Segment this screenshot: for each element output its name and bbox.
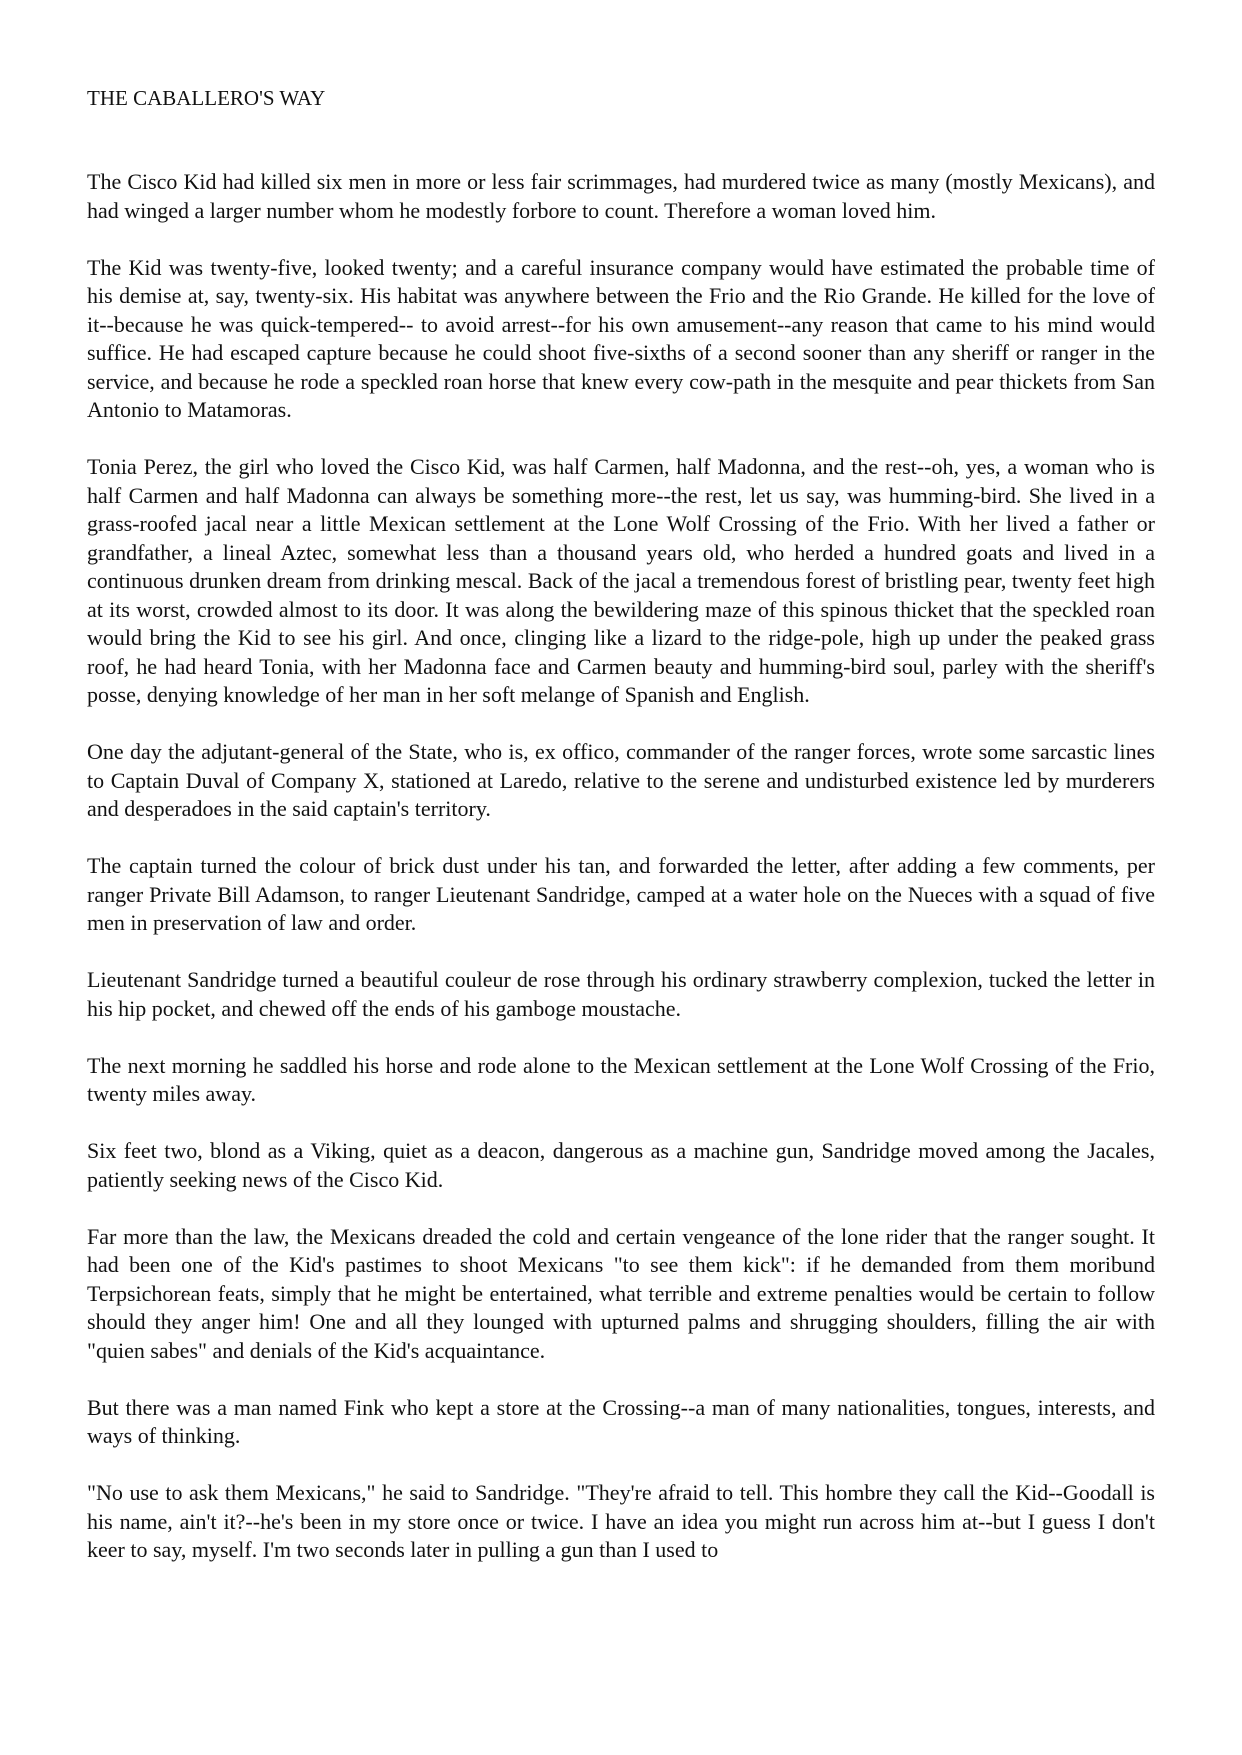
document-title: THE CABALLERO'S WAY (87, 86, 326, 110)
paragraph: "No use to ask them Mexicans," he said to Sandridge. "They're afraid to tell. This hombre they call the Kid--Goodall is his name, ain't it?--he's been in my store once or twice. I have an idea you might run across him at--but I guess I don't keer to say, myself. I'm two seconds later in pulling a gun than I used to (87, 1480, 1155, 1562)
document-body (87, 168, 1155, 1565)
paragraph: Far more than the law, the Mexicans dreaded the cold and certain vengeance of the lone rider that the ranger sought. It had been one of the Kid's pastimes to shoot Mexicans "to see them kick": if he demanded from them moribund Terpsichorean feats, simply that he might be entertained, what terrible and extreme penalties would be certain to follow should they anger him! One and all they lounged with upturned palms and shrugging shoulders, filling the air with "quien sabes" and denials of the Kid's acquaintance. (87, 1223, 1155, 1363)
paragraph: One day the adjutant-general of the State, who is, ex offico, commander of the ranger forces, wrote some sarcastic lines to Captain Duval of Company X, stationed at Laredo, relative to the serene and undisturbed existence led by murderers and desperadoes in the said captain's territory. (87, 739, 1155, 821)
paragraph: But there was a man named Fink who kept a store at the Crossing--a man of many nationalities, tongues, interests, and ways of thinking. (87, 1394, 1155, 1448)
paragraph: The Cisco Kid had killed six men in more or less fair scrimmages, had murdered twice as many (mostly Mexicans), and had winged a larger number whom he modestly forbore to count. Therefore a woman loved him. (87, 169, 1155, 223)
paragraph: The Kid was twenty-five, looked twenty; and a careful insurance company would have estimated the probable time of his demise at, say, twenty-six. His habitat was anywhere between the Frio and the Rio Grande. He killed for the love of it--because he was quick-tempered-- to avoid arrest--for his own amusement--any reason that came to his mind would suffice. He had escaped capture because he could shoot five-sixths of a second sooner than any sheriff or ranger in the service, and because he rode a speckled roan horse that knew every cow-path in the mesquite and pear thickets from San Antonio to Matamoras. (87, 254, 1155, 422)
paragraph: The captain turned the colour of brick dust under his tan, and forwarded the letter, after adding a few comments, per ranger Private Bill Adamson, to ranger Lieutenant Sandridge, camped at a water hole on the Nueces with a squad of five men in preservation of law and order. (87, 853, 1155, 935)
paragraph: Lieutenant Sandridge turned a beautiful couleur de rose through his ordinary strawberry complexion, tucked the letter in his hip pocket, and chewed off the ends of his gamboge moustache. (87, 967, 1155, 1021)
paragraph: The next morning he saddled his horse and rode alone to the Mexican settlement at the Lone Wolf Crossing of the Frio, twenty miles away. (87, 1052, 1155, 1106)
paragraph: Tonia Perez, the girl who loved the Cisco Kid, was half Carmen, half Madonna, and the rest--oh, yes, a woman who is half Carmen and half Madonna can always be something more--the rest, let us say, was humming-bird. She lived in a grass-roofed jacal near a little Mexican settlement at the Lone Wolf Crossing of the Frio. With her lived a father or grandfather, a lineal Aztec, somewhat less than a thousand years old, who herded a hundred goats and lived in a continuous drunken dream from drinking mescal. Back of the jacal a tremendous forest of bristling pear, twenty feet high at its worst, crowded almost to its door. It was along the bewildering maze of this spinous thicket that the speckled roan would bring the Kid to see his girl. And once, clinging like a lizard to the ridge-pole, high up under the peaked grass roof, he had heard Tonia, with her Madonna face and Carmen beauty and humming-bird soul, parley with the sheriff's posse, denying knowledge of her man in her soft melange of Spanish and English. (87, 454, 1155, 707)
paragraph: Six feet two, blond as a Viking, quiet as a deacon, dangerous as a machine gun, Sandridge moved among the Jacales, patiently seeking news of the Cisco Kid. (87, 1138, 1155, 1192)
